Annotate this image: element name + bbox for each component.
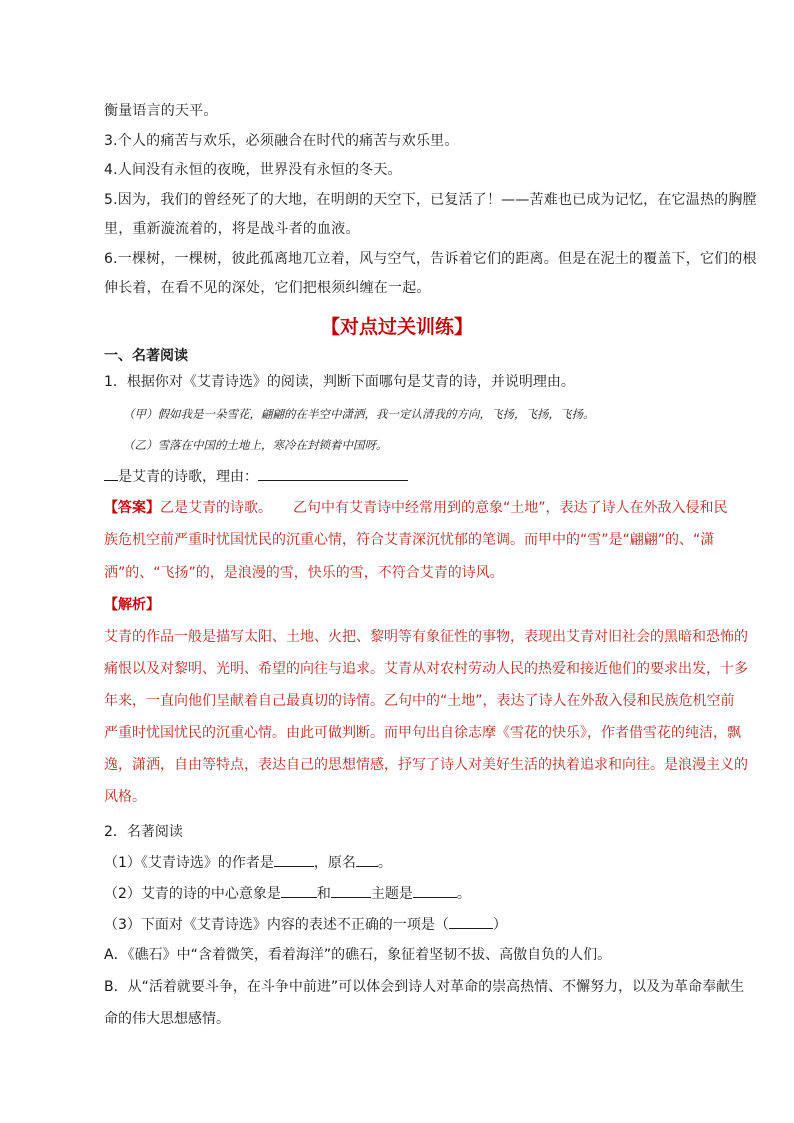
- poem-a: （甲）假如我是一朵雪花，翩翩的在半空中潇洒，我一定认清我的方向，飞扬，飞扬，飞扬。: [123, 407, 595, 421]
- blank-field[interactable]: [356, 852, 378, 867]
- blank-field[interactable]: [331, 883, 371, 898]
- answer-label: 【答案】: [104, 500, 160, 516]
- analysis-line: 年来，一直向他们呈献着自己最真切的诗情。乙句中的“土地”，表达了诗人在外敌入侵和民族危机空前: [104, 693, 735, 709]
- sub-question-1: （1）《艾青诗选》的作者是 ，原名 。: [104, 852, 392, 873]
- text-line: 衡量语言的天平。: [104, 103, 218, 119]
- text-line: 4.人间没有永恒的夜晚，世界没有永恒的冬天。: [104, 162, 402, 178]
- text-line: 3.个人的痛苦与欢乐，必须融合在时代的痛苦与欢乐里。: [104, 133, 459, 149]
- answer-line: 【答案】乙是艾青的诗歌。 乙句中有艾青诗中经常用到的意象“土地”，表达了诗人在外敌入侵和民: [104, 500, 728, 516]
- question-1-prompt: 1．根据你对《艾青诗选》的阅读，判断下面哪句是艾青的诗，并说明理由。: [104, 374, 575, 390]
- analysis-line: 痛恨以及对黎明、光明、希望的向往与追求。艾青从对农村劳动人民的热爱和接近他们的要求出发，十多: [104, 661, 748, 677]
- question-2-prompt: 2．名著阅读: [104, 824, 183, 840]
- text-line: 伸长着，在看不见的深处，它们把根须纠缠在一起。: [104, 280, 431, 296]
- analysis-line: 风格。: [104, 789, 146, 805]
- part-heading: 一、名著阅读: [104, 348, 188, 364]
- poem-b: （乙）雪落在中国的土地上，寒冷在封锁着中国呀。: [123, 438, 388, 452]
- option-b-continued: 命的伟大思想感情。: [104, 1011, 230, 1027]
- blank-field[interactable]: [413, 883, 457, 898]
- section-title: 【对点过关训练】: [320, 316, 473, 338]
- blank-field[interactable]: [281, 883, 317, 898]
- analysis-label: 【解析】: [104, 597, 160, 613]
- option-b: B．从“活着就要斗争，在斗争中前进”可以体会到诗人对革命的崇高热情、不懈努力，以及为革命奉献生: [104, 979, 745, 995]
- analysis-line: 严重时忧国忧民的沉重心情。由此可做判断。而甲句出自徐志摩《雪花的快乐》，作者借雪花的纯洁，飘: [104, 725, 741, 741]
- text-line: 6.一棵树，一棵树，彼此孤离地兀立着，风与空气，告诉着它们的距离。但是在泥土的覆盖下，它们的根: [104, 251, 757, 267]
- blank-field[interactable]: [449, 914, 493, 929]
- text-line: 5.因为，我们的曾经死了的大地，在明朗的天空下，已复活了！——苦难也已成为记忆，在它温热的胸膛: [104, 192, 757, 208]
- blank-field[interactable]: [104, 466, 118, 481]
- option-a: A．《礁石》中“含着微笑，看着海洋”的礁石，象征着坚韧不拔、高傲自负的人们。: [104, 947, 612, 963]
- text-line: 里，重新漩流着的，将是战斗者的血液。: [104, 221, 360, 237]
- sub-question-2: （2）艾青的诗的中心意象是 和 主题是 。: [104, 883, 471, 904]
- sub-question-3: （3）下面对《艾青诗选》内容的表述不正确的一项是（ ）: [104, 914, 507, 935]
- blank-field[interactable]: [274, 852, 314, 867]
- blank-field[interactable]: [258, 466, 408, 481]
- analysis-line: 逸，潇洒，自由等特点，表达自己的思想情感，抒写了诗人对美好生活的执着追求和向往。是浪漫主义的: [104, 757, 748, 773]
- answer-line: 族危机空前严重时忧国忧民的沉重心情，符合艾青深沉忧郁的笔调。而甲中的“雪”是“翩翩”的、“潇: [104, 532, 715, 548]
- analysis-line: 艾青的作品一般是描写太阳、土地、火把、黎明等有象征性的事物，表现出艾青对旧社会的黑暗和恐怖的: [104, 629, 748, 645]
- answer-blank-line: 是艾青的诗歌，理由：: [104, 466, 408, 487]
- answer-line: 洒”的、“飞扬”的，是浪漫的雪，快乐的雪，不符合艾青的诗风。: [104, 565, 504, 581]
